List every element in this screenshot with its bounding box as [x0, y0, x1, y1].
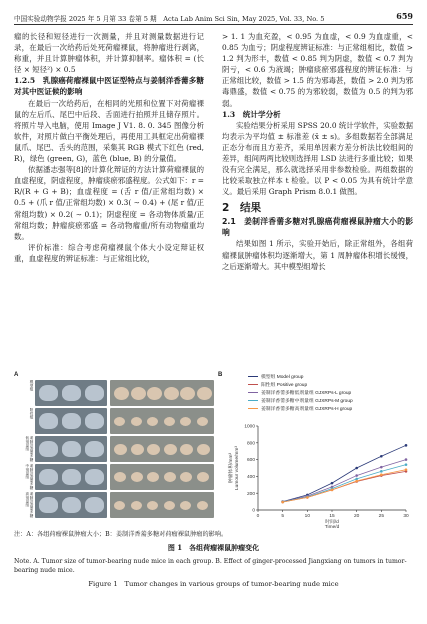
mouse — [62, 413, 81, 429]
data-point — [281, 501, 284, 504]
y-tick-label: 200 — [246, 491, 255, 497]
data-point — [380, 473, 383, 476]
figure-panel-b — [218, 372, 413, 532]
mouse — [85, 469, 104, 485]
mouse — [39, 441, 58, 457]
mouse — [62, 497, 81, 513]
mouse — [39, 469, 58, 485]
tumor-photo — [110, 380, 214, 406]
tumor-photo — [110, 436, 214, 462]
mouse — [85, 497, 104, 513]
tumor — [180, 472, 192, 482]
tumor — [180, 501, 191, 510]
mouse — [85, 413, 104, 429]
tumor — [147, 444, 160, 455]
tumor — [180, 387, 195, 400]
section-heading-1-2-5: 1.2.5 乳腺癌荷瘤裸鼠中医证型特点与姜制洋香薷多糖对其中医证候的影响 — [14, 76, 204, 97]
y-tick-label: 1000 — [244, 424, 255, 430]
panel-label-a: A — [14, 372, 19, 378]
legend-swatch — [248, 392, 258, 393]
tumor — [114, 387, 129, 400]
tumor — [180, 417, 191, 426]
mouse-photo — [35, 408, 107, 434]
section-heading-1-3: 1.3 统计学分析 — [222, 109, 281, 119]
paragraph: 瘤的长径和短径进行一次测量，并且对测量数据进行记录，在最后一次给药后处死荷瘤裸鼠，将肿瘤进行剥离，称重，并且计算肿瘤体积，并计算抑制率。瘤体积 = (长径 × 短径²) × 0.5 — [14, 32, 204, 75]
mouse-photo — [35, 464, 107, 490]
tumor — [114, 444, 127, 455]
photo-row-label: 模型组 — [30, 380, 34, 391]
x-tick-label: 30 — [403, 514, 409, 519]
paragraph: 依据潘志强等[8]的计算化辩证的方法计算荷瘤裸鼠的血虚程度，阴虚程度，肿瘤痰瘀邪盛程度。公式如下：r = R/(R + G + B)；血虚程度 = (舌 r 值/正常组均数) × 0.5 + (爪 r 值/正常组均数) × 0.3( ∼ 0.4) + (尾 r 值/正常组均数) × 0.2( ∼ 0.1)；阴虚程度 = 各动物体质量/正常组均数；肿瘤痰瘀邪盛 = 各动物瘤重/所有动物瘤重均数。 — [14, 165, 204, 241]
mouse-photo — [35, 380, 107, 406]
data-point — [331, 489, 334, 492]
mouse — [85, 441, 104, 457]
legend-label: 模型组 Model group — [261, 375, 304, 380]
tumor — [147, 501, 158, 510]
tumor — [197, 417, 208, 426]
legend-label: 姜制洋香薷多糖高剂量组 GJXRPs-H group — [261, 407, 353, 412]
tumor — [131, 472, 143, 482]
tumor — [131, 444, 144, 455]
tumor — [197, 501, 208, 510]
legend-swatch — [248, 384, 258, 385]
photo-row-label: 姜制洋香薷多糖低剂量组 — [25, 436, 34, 462]
x-axis-label: 时间/d — [325, 520, 339, 525]
tumor — [180, 444, 193, 455]
legend-swatch — [248, 408, 258, 409]
photo-row — [18, 436, 214, 462]
data-point — [355, 467, 358, 470]
tumor-photo — [110, 408, 214, 434]
tumor — [197, 387, 212, 400]
paragraph: 结果如图 1 所示，实验开始后，除正常组外，各组荷瘤裸鼠肿瘤体积均逐渐增大，第 1 周肿瘤体积增长缓慢，之后逐渐增大。其中模型组增长 — [222, 239, 413, 271]
panel-label-b: B — [218, 372, 223, 378]
legend-item — [248, 390, 413, 398]
data-point — [380, 470, 383, 473]
data-point — [405, 468, 408, 471]
photo-row-label: 姜制洋香薷多糖中剂量组 — [25, 464, 34, 490]
tumor — [147, 387, 162, 400]
y-tick-label: 400 — [246, 475, 255, 480]
tumor — [147, 472, 159, 482]
paragraph: > 1. 1 为血充盈，< 0.95 为血虚，< 0.9 为血虚重，< 0.85 为血亏；阴虚程度辨证标准：与正常组相比，数值 > 1.2 判为形丰，数值 < 0.85 判为阴虚，数值 < 0.7 判为阴亏，< 0.6 为液竭；肿瘤痰瘀邪盛程度的辨证标准：与正常组比较，数值 > 1.5 的为邪毒甚，数值 > 2.0 判为邪毒鼎盛，数值 < 0.75 的为邪较弱，数值为 0.5 的判为邪弱。 — [222, 32, 413, 108]
tumor — [164, 444, 177, 455]
data-point — [355, 480, 358, 483]
photo-row-label: 姜制洋香薷多糖高剂量组 — [25, 492, 34, 518]
tumor — [131, 387, 146, 400]
header-rule — [14, 24, 413, 25]
paragraph: 评价标准：综合考虑荷瘤裸鼠个体大小设定辩证权重，血虚程度的辨证标准：与正常组比较， — [14, 242, 204, 263]
series-line — [283, 460, 406, 502]
mouse — [62, 469, 81, 485]
y-axis-label: Lumour volume/mm³ — [235, 446, 240, 490]
tumor — [197, 472, 209, 482]
mouse — [62, 441, 81, 457]
tumor-photo — [110, 492, 214, 518]
mouse — [62, 385, 81, 401]
x-tick-label: 25 — [378, 514, 385, 519]
mouse — [39, 385, 58, 401]
page-number: 659 — [396, 11, 413, 21]
section-heading-2-1: 2.1 姜制洋香薷多糖对乳腺癌荷瘤裸鼠肿瘤大小的影响 — [222, 217, 413, 238]
legend-label: 阳性组 Positive group — [261, 383, 308, 388]
data-point — [405, 444, 408, 447]
tumor — [164, 417, 175, 426]
mouse-photo — [35, 492, 107, 518]
x-tick-label: 0 — [256, 514, 260, 519]
legend-item — [248, 398, 413, 406]
tumor-photo — [110, 464, 214, 490]
photo-row — [18, 492, 214, 518]
section-heading-results: 2 结果 — [222, 202, 262, 215]
legend-label: 姜制洋香薷多糖低剂量组 GJXRPs-L group — [261, 391, 352, 396]
x-axis-label: Time/d — [324, 525, 340, 530]
mouse — [39, 413, 58, 429]
y-axis-label: 肿瘤体积/mm³ — [229, 452, 234, 484]
tumor — [131, 501, 142, 510]
tumor — [197, 444, 210, 455]
mouse — [85, 385, 104, 401]
legend-swatch — [248, 400, 258, 401]
tumor-volume-chart — [218, 420, 413, 530]
figure-note-cn: 注：A：各组荷瘤裸鼠肿瘤大小；B：姜制洋香薷多糖对荷瘤裸鼠肿瘤的影响。 — [14, 531, 228, 538]
legend-swatch — [248, 376, 258, 377]
tumor — [114, 472, 126, 482]
data-point — [306, 496, 309, 499]
photo-row — [18, 380, 214, 406]
data-point — [331, 482, 334, 485]
right-column — [222, 31, 413, 272]
mouse-photo — [35, 436, 107, 462]
running-header — [14, 10, 413, 24]
figure-title-en: Figure 1 Tumor changes in various groups of tumor-bearing nude mice — [88, 580, 339, 588]
data-point — [405, 463, 408, 466]
figure-panel-a — [14, 372, 214, 522]
x-tick-label: 5 — [281, 514, 285, 519]
data-point — [380, 466, 383, 469]
x-tick-label: 15 — [329, 514, 335, 519]
legend-item — [248, 382, 413, 390]
tumor — [131, 417, 142, 426]
data-point — [355, 474, 358, 477]
data-point — [405, 458, 408, 461]
tumor — [164, 387, 179, 400]
photo-row — [18, 408, 214, 434]
journal-name-cn: 中国实验动物学报 2025 年 5 月第 33 卷第 5 期 — [14, 15, 157, 23]
paragraph: 实验结果分析采用 SPSS 20.0 统计学软件，实验数据均表示为平均值 ± 标准差 (x̄ ± s)。多组数据若全部满足正态分布而且方差齐，采用单因素方差分析法比较组间的差异，组间两两比较则选择用 LSD 法进行多重比较；如果没有完全满足，那么就选择采用非参数检验。两组数据的比较采取独立样本 t 检验。以 P < 0.05 为具有统计学意义。最后采用 Graph Prism 8.0.1 做图。 — [222, 120, 413, 197]
y-tick-label: 0 — [252, 508, 255, 514]
photo-row-label: 阳性组 — [30, 408, 34, 419]
x-tick-label: 10 — [304, 514, 311, 519]
figure-title-cn: 图 1 各组荷瘤裸鼠肿瘤变化 — [167, 543, 260, 552]
tumor — [114, 417, 125, 426]
legend-label: 姜制洋香薷多糖中剂量组 GJXRPs-M group — [261, 399, 353, 404]
paragraph: 在最后一次给药后，在相同的光照和位置下对荷瘤裸鼠的左后爪、尾巴中后段、舌面进行拍照并且储存照片。将照片导入电脑，使用 Image J V1. 8. 0. 345 图像分析软件，对照片做白平衡处理后，再使用工具框定出荷瘤裸鼠爪、尾巴、舌头的范围，采集其 RGB 模式下红色 (red, R)，绿色 (green, G)，蓝色 (blue, B) 的分量值。 — [14, 98, 204, 164]
tumor — [114, 501, 125, 510]
mouse — [39, 497, 58, 513]
chart-legend — [248, 374, 413, 414]
legend-item — [248, 406, 413, 414]
x-tick-label: 20 — [353, 514, 360, 519]
y-tick-label: 800 — [246, 441, 255, 447]
tumor — [147, 417, 158, 426]
journal-name-en: Acta Lab Anim Sci Sin, May 2025, Vol. 33, No. 5 — [163, 15, 325, 23]
photo-row — [18, 464, 214, 490]
left-column — [14, 31, 204, 264]
legend-item — [248, 374, 413, 382]
tumor — [164, 472, 176, 482]
tumor — [164, 501, 175, 510]
tumor-photo-grid — [18, 380, 214, 522]
figure-note-en: Note. A. Tumor size of tumor-bearing nude mice in each group. B. Effect of ginger-processed Jiangxiang on tumors in tumor-bearing nude mice. — [14, 558, 407, 574]
data-point — [380, 455, 383, 458]
y-tick-label: 600 — [246, 458, 255, 464]
